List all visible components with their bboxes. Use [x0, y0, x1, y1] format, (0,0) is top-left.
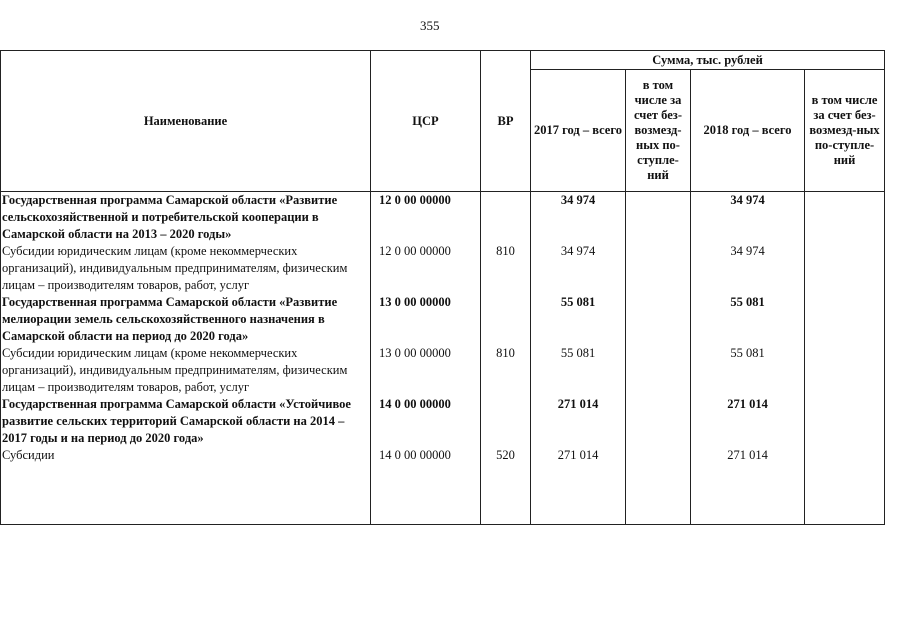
row-2017: 55 081 [531, 345, 626, 396]
header-2018-incl: в том числе за счет без-возмезд-ных по-ступле-ний [805, 70, 885, 192]
row-name: Субсидии юридическим лицам (кроме некоммерческих организаций), индивидуальным предпринимателям, физическим лицам – производителям товаров, работ, услуг [1, 345, 371, 396]
row-name: Субсидии юридическим лицам (кроме некоммерческих организаций), индивидуальным предпринимателям, физическим лицам – производителям товаров, работ, услуг [1, 243, 371, 294]
table-row [1, 345, 885, 396]
row-2017: 34 974 [531, 243, 626, 294]
row-2018-incl [805, 243, 885, 294]
row-2017-incl [626, 192, 691, 244]
row-2017: 271 014 [531, 396, 626, 447]
budget-table [0, 50, 885, 525]
row-name: Государственная программа Самарской области «Развитие мелиорации земель сельскохозяйственного назначения в Самарской области на период до 2020 года» [1, 294, 371, 345]
header-2017-incl: в том числе за счет без-возмезд-ных по-ступле-ний [626, 70, 691, 192]
header-2018-total: 2018 год – всего [691, 70, 805, 192]
table-header [1, 51, 885, 192]
table-row [1, 243, 885, 294]
row-2017: 271 014 [531, 447, 626, 525]
header-csr: ЦСР [371, 51, 481, 192]
page-number: 355 [420, 18, 440, 33]
row-2018: 271 014 [691, 396, 805, 447]
row-2018-incl [805, 192, 885, 244]
row-2018-incl [805, 396, 885, 447]
row-2017-incl [626, 396, 691, 447]
row-2018-incl [805, 294, 885, 345]
row-2018: 271 014 [691, 447, 805, 525]
row-csr: 14 0 00 00000 [371, 447, 481, 525]
row-vr [481, 192, 531, 244]
row-2018-incl [805, 447, 885, 525]
header-name: Наименование [1, 51, 371, 192]
row-2018: 34 974 [691, 243, 805, 294]
row-2017: 55 081 [531, 294, 626, 345]
table-row [1, 396, 885, 447]
row-name: Государственная программа Самарской области «Устойчивое развитие сельских территорий Самарской области на 2014 – 2017 годы и на период до 2020 года» [1, 396, 371, 447]
row-vr [481, 396, 531, 447]
table-row [1, 447, 885, 525]
row-csr: 14 0 00 00000 [371, 396, 481, 447]
row-vr: 810 [481, 345, 531, 396]
row-2017-incl [626, 243, 691, 294]
row-vr: 810 [481, 243, 531, 294]
row-csr: 12 0 00 00000 [371, 243, 481, 294]
row-2018-incl [805, 345, 885, 396]
row-name: Государственная программа Самарской области «Развитие сельскохозяйственной и потребительской кооперации в Самарской области на 2013 – 2020 годы» [1, 192, 371, 244]
header-vr: ВР [481, 51, 531, 192]
row-name: Субсидии [1, 447, 371, 525]
row-csr: 13 0 00 00000 [371, 294, 481, 345]
row-csr: 13 0 00 00000 [371, 345, 481, 396]
row-2017-incl [626, 294, 691, 345]
table-body [1, 192, 885, 525]
row-vr: 520 [481, 447, 531, 525]
row-2017-incl [626, 447, 691, 525]
row-vr [481, 294, 531, 345]
row-2018: 55 081 [691, 294, 805, 345]
row-2018: 55 081 [691, 345, 805, 396]
header-sum-group: Сумма, тыс. рублей [531, 51, 885, 70]
row-2017: 34 974 [531, 192, 626, 244]
table-row [1, 192, 885, 244]
row-2017-incl [626, 345, 691, 396]
table-row [1, 294, 885, 345]
row-csr: 12 0 00 00000 [371, 192, 481, 244]
header-2017-total: 2017 год – всего [531, 70, 626, 192]
row-2018: 34 974 [691, 192, 805, 244]
